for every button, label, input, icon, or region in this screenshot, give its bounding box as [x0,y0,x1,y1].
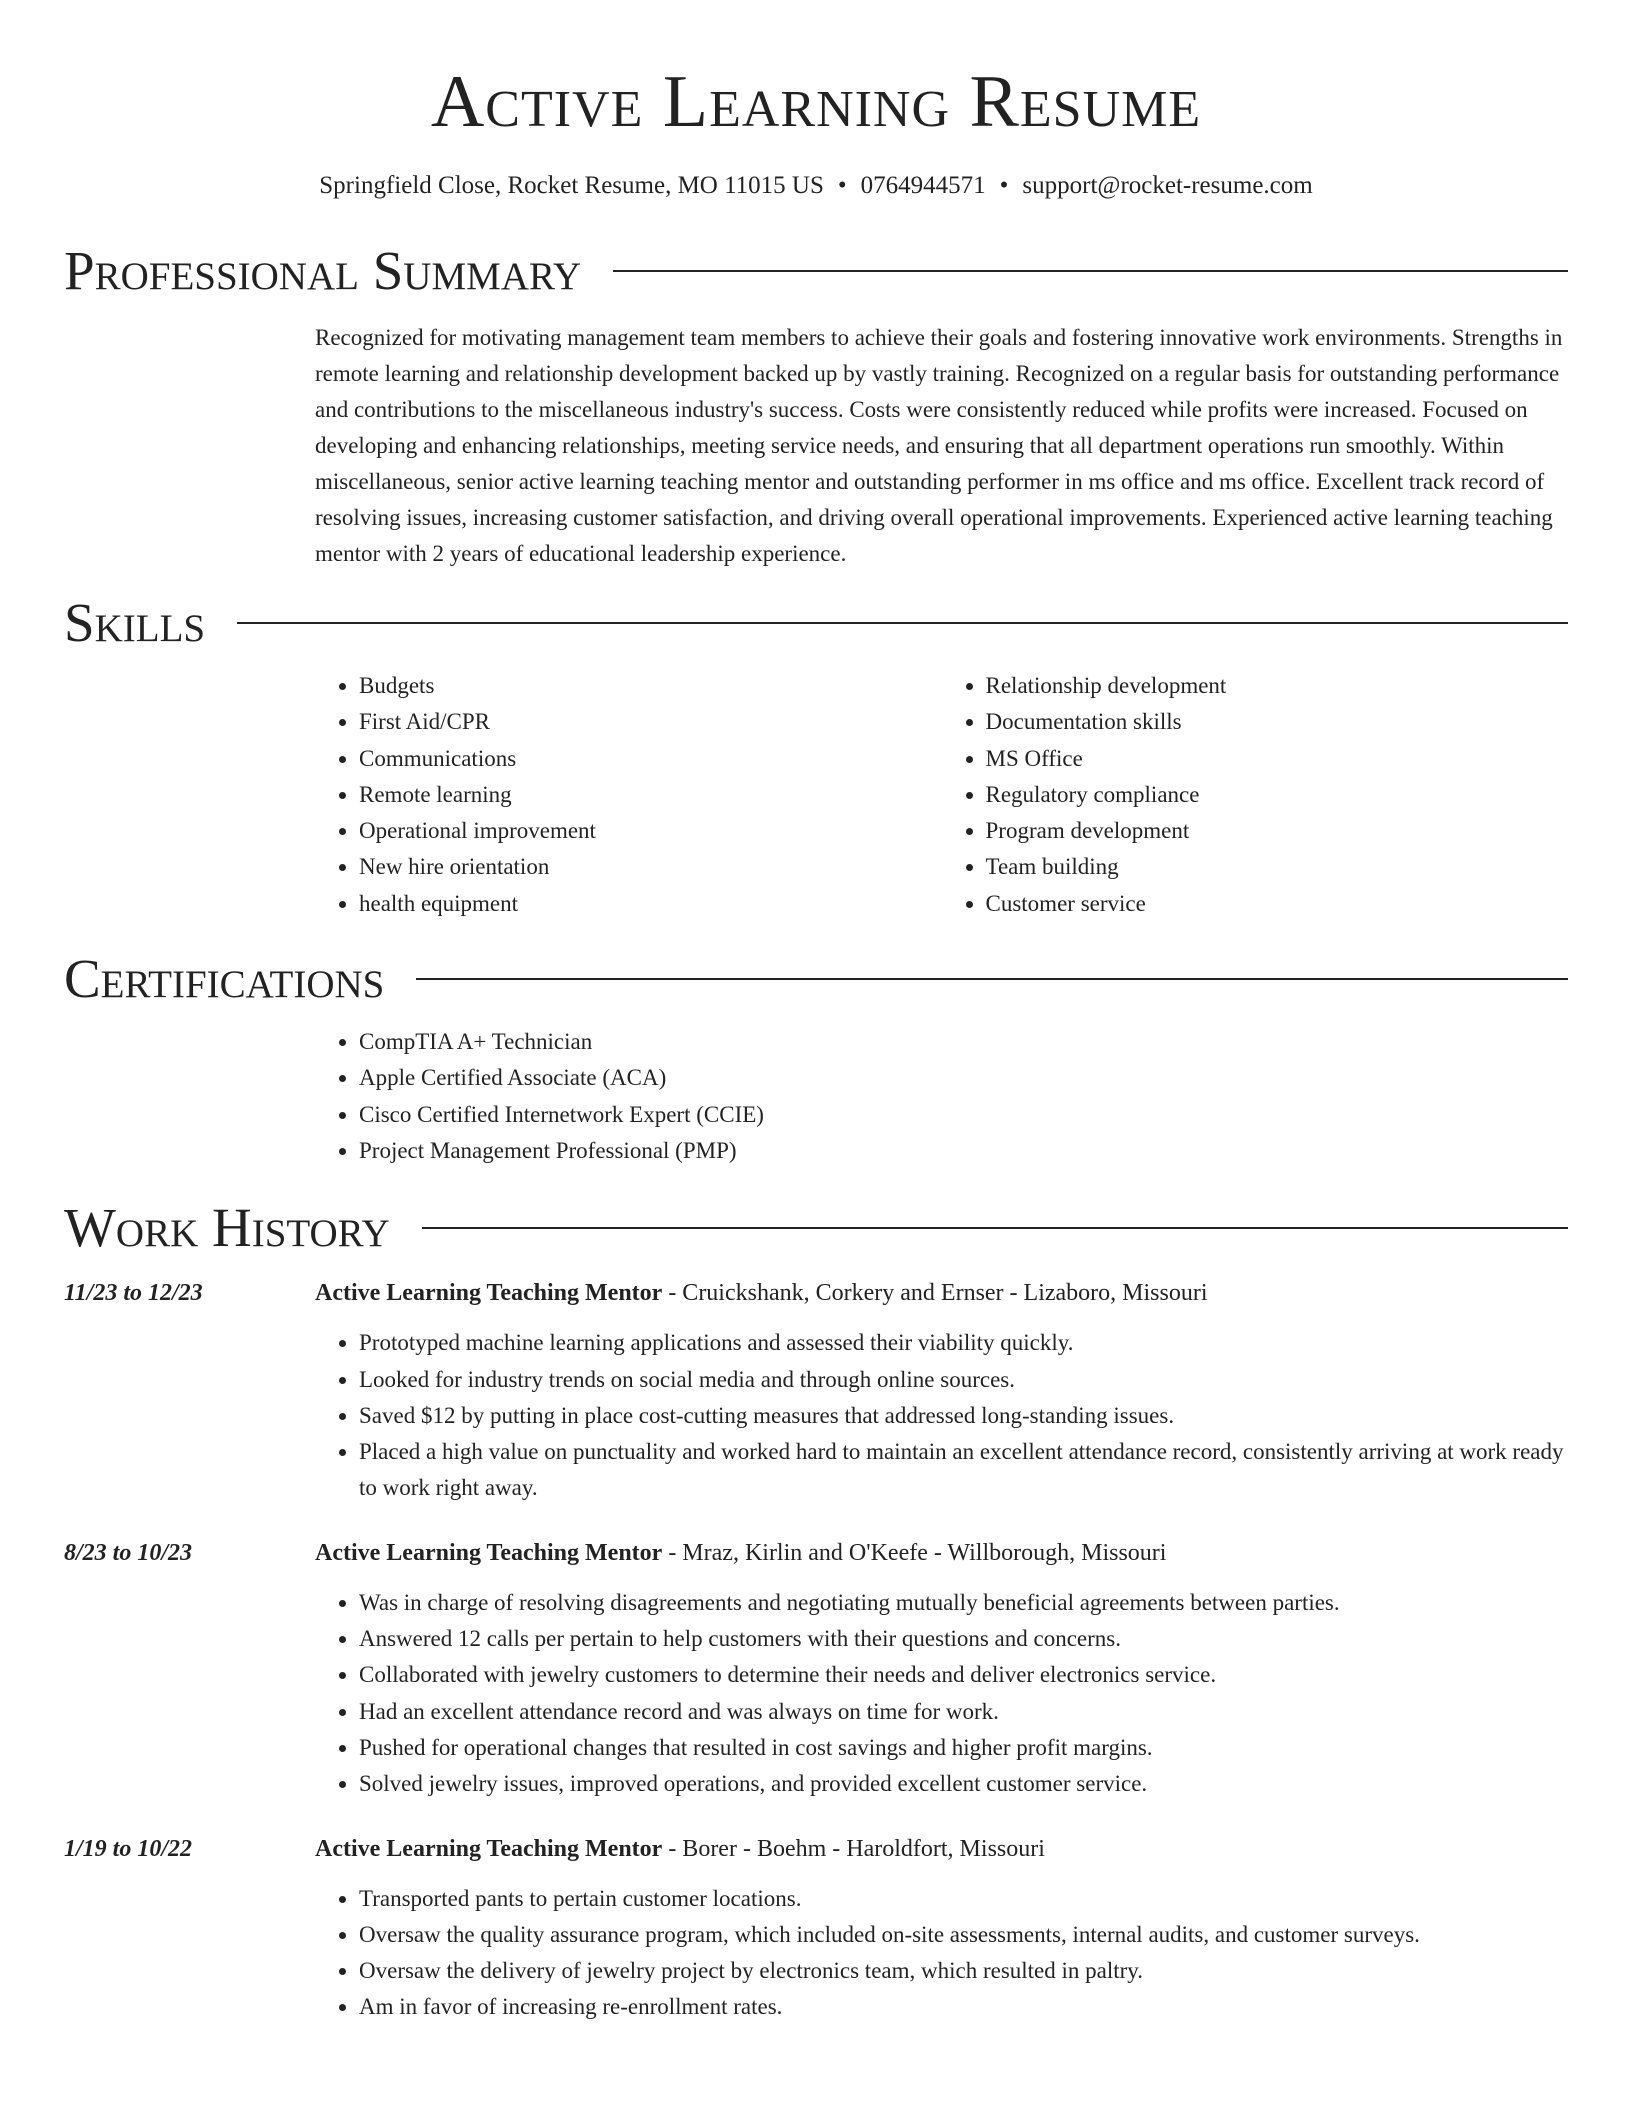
job-entry [64,1831,1568,1867]
section-divider [422,1227,1568,1229]
job-title: Active Learning Teaching Mentor [315,1280,663,1307]
job-bullets [315,1585,1568,1803]
section-divider [237,622,1568,624]
job-bullet: • Oversaw the delivery of jewelry project by electronics team, which resulted in paltry. [359,1953,1568,1989]
contact-email: support@rocket-resume.com [1022,172,1313,199]
job-bullet: • Saved $12 by putting in place cost-cutting measures that addressed long-standing issues. [359,1398,1568,1434]
job-title-line [315,1275,1208,1311]
certification-item: • Project Management Professional (PMP) [359,1133,1568,1169]
skills-heading: Skills [64,592,206,653]
skills-section-header [64,590,1568,656]
skills-grid [315,668,1568,922]
job-bullet: • Transported pants to pertain customer locations. [359,1881,1568,1917]
summary-heading: Professional Summary [64,240,582,301]
certification-item: • Cisco Certified Internetwork Expert (CCIE) [359,1097,1568,1133]
certifications-heading: Certifications [64,948,385,1010]
contact-address: Springfield Close, Rocket Resume, MO 11015 US [319,172,824,199]
work-section-header [64,1195,1568,1261]
contact-separator: • [999,172,1009,199]
skill-item: • First Aid/CPR [359,704,942,740]
job-employer: - Borer - Boehm - Haroldfort, Missouri [662,1835,1045,1862]
job-bullet: • Solved jewelry issues, improved operations, and provided excellent customer service. [359,1766,1568,1802]
work-heading: Work History [64,1197,390,1259]
job-bullet: • Looked for industry trends on social media and through online sources. [359,1362,1568,1398]
job-bullets [315,1881,1568,2026]
skill-item: • Relationship development [986,668,1569,704]
skill-item: • Team building [986,849,1569,885]
contact-line [64,170,1568,202]
skills-list-left [315,668,942,922]
summary-section-header [64,238,1568,304]
certification-item: • Apple Certified Associate (ACA) [359,1060,1568,1096]
job-entry [64,1535,1568,1571]
job-employer: - Cruickshank, Corkery and Ernser - Lizaboro, Missouri [662,1280,1208,1307]
job-title: Active Learning Teaching Mentor [315,1835,663,1862]
resume-name: Active Learning Resume [430,61,1202,143]
section-divider [416,978,1568,980]
certification-item: • CompTIA A+ Technician [359,1024,1568,1060]
job-entry [64,1275,1568,1311]
job-bullet: • Was in charge of resolving disagreements and negotiating mutually beneficial agreements between parties. [359,1585,1568,1621]
job-bullet: • Oversaw the quality assurance program, which included on-site assessments, internal audits, and customer surveys. [359,1917,1568,1953]
job-dates: 11/23 to 12/23 [64,1280,203,1307]
job-bullet: • Had an excellent attendance record and was always on time for work. [359,1694,1568,1730]
skill-item: • New hire orientation [359,849,942,885]
job-dates: 1/19 to 10/22 [64,1835,193,1862]
job-title: Active Learning Teaching Mentor [315,1539,663,1566]
job-employer: - Mraz, Kirlin and O'Keefe - Willborough, Missouri [662,1539,1167,1566]
skill-item: • Operational improvement [359,813,942,849]
job-bullet: • Pushed for operational changes that resulted in cost savings and higher profit margins. [359,1730,1568,1766]
job-dates: 8/23 to 10/23 [64,1539,193,1566]
skill-item: • Program development [986,813,1569,849]
job-bullet: • Am in favor of increasing re-enrollment rates. [359,1989,1568,2025]
job-bullet: • Collaborated with jewelry customers to determine their needs and deliver electronics service. [359,1657,1568,1693]
job-bullet: • Placed a high value on punctuality and worked hard to maintain an excellent attendance record, consistently arriving at work ready to work right away. [359,1434,1568,1507]
skill-item: • Communications [359,741,942,777]
skills-list-right [942,668,1569,922]
resume-page [64,0,1568,2026]
job-title-line [315,1535,1166,1571]
skill-item: • Regulatory compliance [986,777,1569,813]
skill-item: • Customer service [986,886,1569,922]
section-divider [613,270,1568,272]
skill-item: • Budgets [359,668,942,704]
contact-separator: • [837,172,847,199]
job-bullets [315,1325,1568,1506]
job-bullet: • Prototyped machine learning applications and assessed their viability quickly. [359,1325,1568,1361]
job-title-line [315,1831,1045,1867]
certifications-list [315,1024,1568,1169]
summary-text: Recognized for motivating management team members to achieve their goals and fostering innovative work environments. Strengths in remote learning and relationship development backed up by vastly training. Recognized on a regular basis for outstanding performance and contributions to the miscellaneous industry's success. Costs were consistently reduced while profits were increased. Focused on developing and enhancing relationships, meeting service needs, and ensuring that all department operations run smoothly. Within miscellaneous, senior active learning teaching mentor and outstanding performer in ms office and ms office. Excellent track record of resolving issues, increasing customer satisfaction, and driving overall operational improvements. Experienced active learning teaching mentor with 2 years of educational leadership experience. [315,325,1563,566]
skill-item: • Documentation skills [986,704,1569,740]
skill-item: • health equipment [359,886,942,922]
skill-item: • MS Office [986,741,1569,777]
skill-item: • Remote learning [359,777,942,813]
contact-phone: 0764944571 [860,172,986,199]
certifications-section-header [64,946,1568,1012]
job-bullet: • Answered 12 calls per pertain to help customers with their questions and concerns. [359,1621,1568,1657]
